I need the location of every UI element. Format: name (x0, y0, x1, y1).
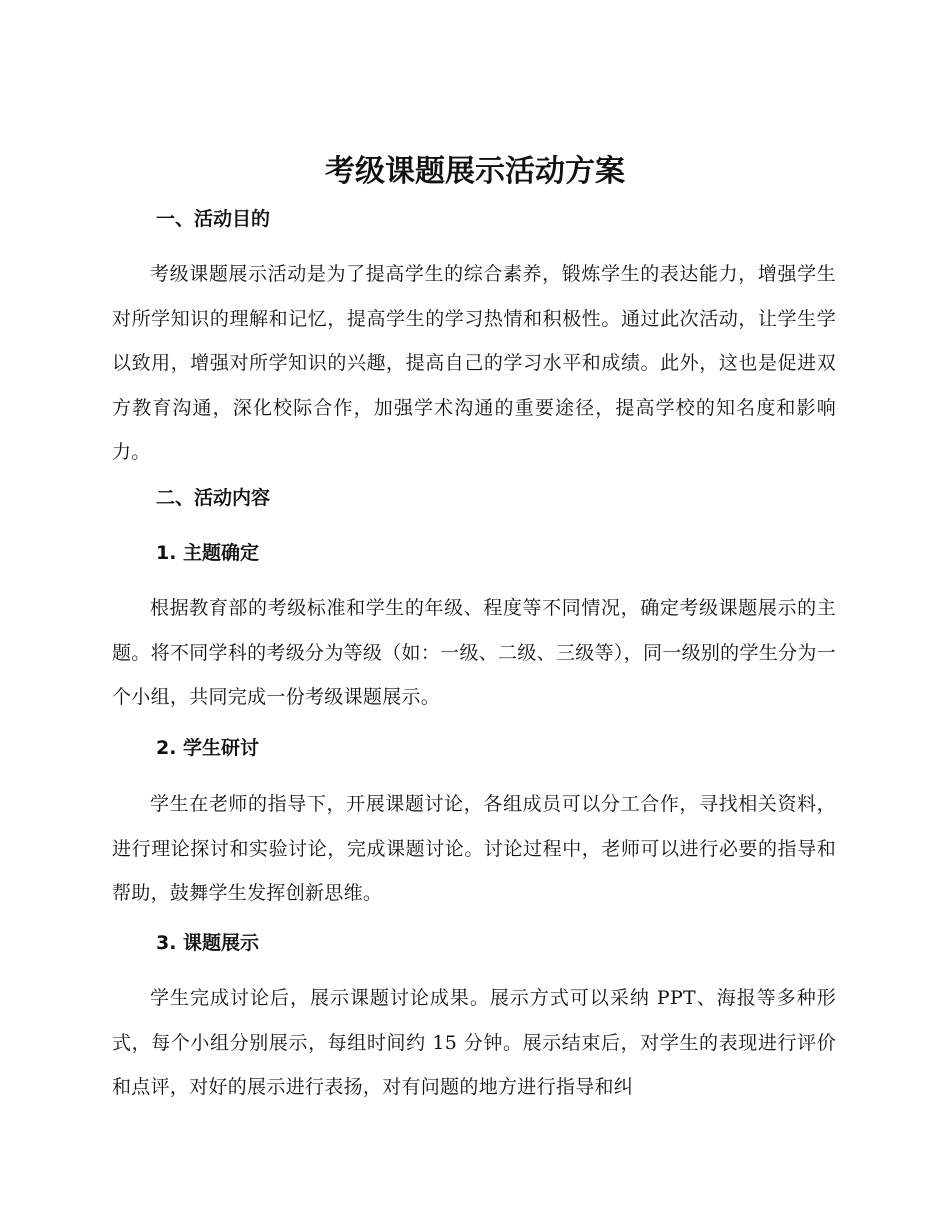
paragraph-discussion: 学生在老师的指导下，开展课题讨论，各组成员可以分工合作，寻找相关资料，进行理论探讨和实验讨论，完成课题讨论。讨论过程中，老师可以进行必要的指导和帮助，鼓舞学生发挥创新思维。 (112, 793, 836, 905)
subsection-heading-topic: 1. 主题确定 (156, 542, 260, 564)
subsection-heading-discussion: 2. 学生研讨 (156, 737, 260, 759)
paragraph-topic: 根据教育部的考级标准和学生的年级、程度等不同情况，确定考级课题展示的主题。将不同学科的考级分为等级（如：一级、二级、三级等），同一级别的学生分为一个小组，共同完成一份考级课题展示。 (112, 597, 836, 709)
section-heading-purpose: 一、活动目的 (156, 208, 271, 230)
section-heading-content: 二、活动内容 (156, 487, 271, 509)
subsection-heading-presentation: 3. 课题展示 (156, 932, 260, 954)
paragraph-purpose: 考级课题展示活动是为了提高学生的综合素养，锻炼学生的表达能力，增强学生对所学知识的理解和记忆，提高学生的学习热情和积极性。通过此次活动，让学生学以致用，增强对所学知识的兴趣，提高自己的学习水平和成绩。此外，这也是促进双方教育沟通，深化校际合作，加强学术沟通的重要途径，提高学校的知名度和影响力。 (112, 263, 836, 464)
document-title: 考级课题展示活动方案 (325, 154, 625, 189)
paragraph-presentation: 学生完成讨论后，展示课题讨论成果。展示方式可以采纳 PPT、海报等多种形式，每个小组分别展示，每组时间约 15 分钟。展示结束后，对学生的表现进行评价和点评，对好的展示进行表扬，对有问题的地方进行指导和纠 (112, 987, 836, 1099)
